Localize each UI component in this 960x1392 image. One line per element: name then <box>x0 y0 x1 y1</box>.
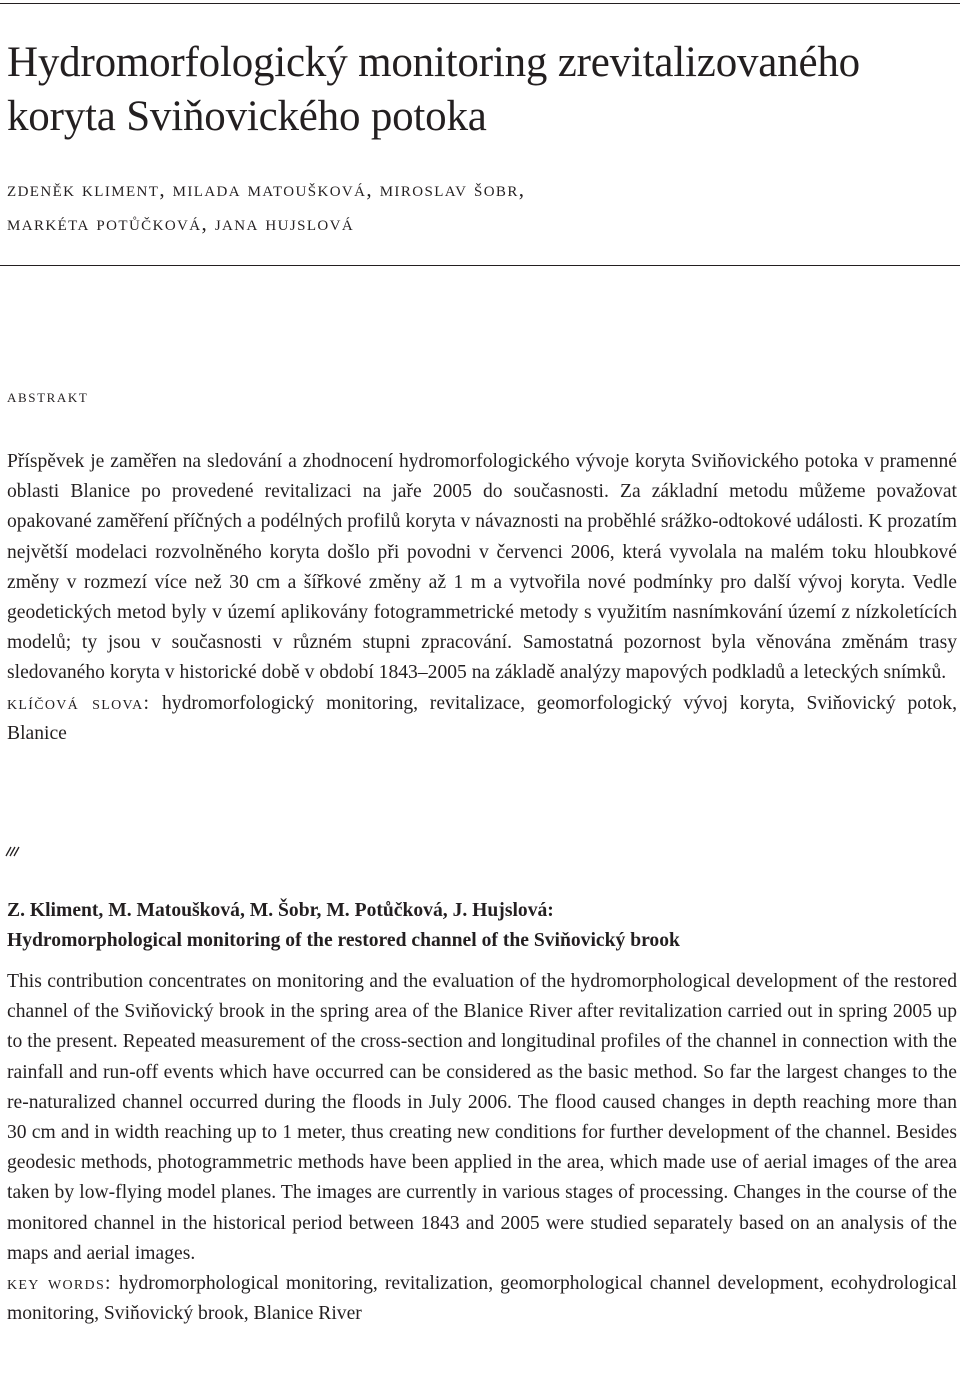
author-line-1: zdeněk kliment, milada matoušková, miroslav šobr, <box>7 177 526 201</box>
english-title: Hydromorphological monitoring of the restored channel of the Sviňovický brook <box>7 930 680 951</box>
author-list <box>7 172 957 240</box>
keywords-en: hydromorphological monitoring, revitalization, geomorphological channel development, ecohydrological monitoring, Sviňovický brook, Blanice River <box>7 1273 957 1325</box>
author-line-2: markéta potůčková, jana hujslová <box>7 211 355 235</box>
keywords-cz: hydromorfologický monitoring, revitalizace, geomorfologický vývoj koryta, Sviňovický potok, Blanice <box>7 692 957 744</box>
keywords-en-label: key words: <box>7 1273 112 1295</box>
abstract-en <box>7 967 957 1329</box>
abstract-cz <box>7 447 957 749</box>
hatch-mark-icon <box>5 843 23 857</box>
article-title: Hydromorfologický monitoring zrevitalizovaného koryta Sviňovického potoka <box>7 39 860 140</box>
abstract-en-text: This contribution concentrates on monitoring and the evaluation of the hydromorphological development of the restored channel of the Sviňovický brook in the spring area of the Blanice River after revitalization carried out in spring 2005 up to the present. Repeated measurement of the cross-section and longitudinal profiles of the channel in connection with the rainfall and run-off events which have occurred can be considered as the basic method. So far the largest changes to the re-naturalized channel occurred during the floods in July 2006. The flood caused changes in depth reaching more than 30 cm and in width reaching up to 1 meter, thus creating new conditions for further development of the channel. Besides geodesic methods, photogrammetric methods have been applied in the area, which made use of aerial images of the area taken by low-flying model planes. The images are currently in various stages of processing. Changes in the course of the monitored channel in the historical period between 1843 and 2005 were studied separately based on an analysis of the maps and aerial images. <box>7 971 957 1264</box>
abstrakt-heading: abstrakt <box>7 386 89 407</box>
english-authors: Z. Kliment, M. Matoušková, M. Šobr, M. Potůčková, J. Hujslová: <box>7 900 554 921</box>
keywords-cz-label: klíčová slova: <box>7 692 151 714</box>
top-rule <box>0 3 960 4</box>
section-rule <box>0 265 960 266</box>
abstract-cz-text: Příspěvek je zaměřen na sledování a zhodnocení hydromorfologického vývoje koryta Sviňovického potoka v pramenné oblasti Blanice po provedené revitalizaci na jaře 2005 do současnosti. Za základní metodu můžeme považovat opakované zaměření příčných a podélných profilů koryta v návaznosti na proběhlé srážko-odtokové události. K prozatím největší modelaci rozvolněného koryta došlo při povodni v červenci 2006, která vyvolala na malém toku hloubkové změny v rozmezí více než 30 cm a šířkové změny až 1 m a vytvořila nové podmínky pro další vývoj koryta. Vedle geodetických metod byly v území aplikovány fotogrammetrické metody s využitím nasnímkování území z nízkoletících modelů; ty jsou v současnosti v různém stupni zpracování. Samostatná pozornost byla věnována změnám trasy sledovaného koryta v historické době v období 1843–2005 na základě analýzy mapových podkladů a leteckých snímků. <box>7 451 957 684</box>
